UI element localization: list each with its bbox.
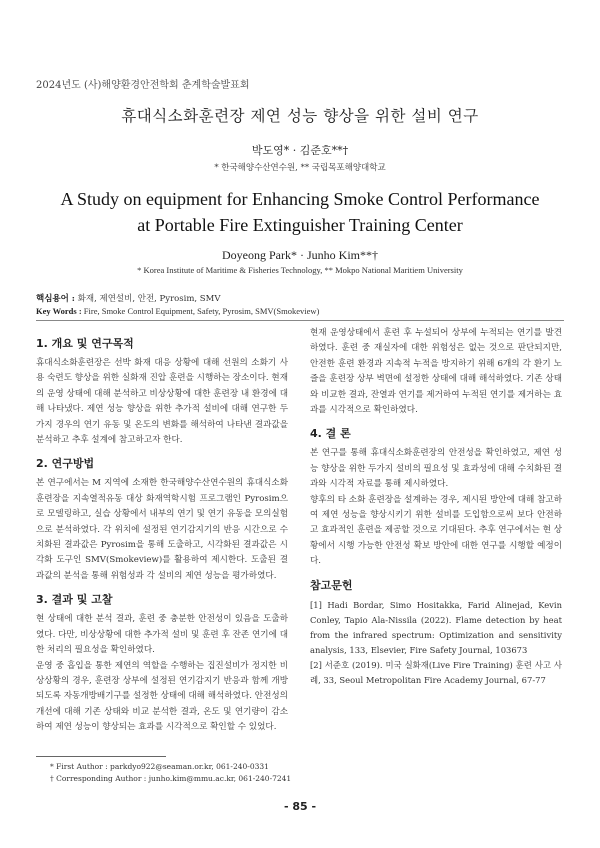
footnote-divider [36,756,166,757]
section-4-paragraph-1: 본 연구를 통해 휴대식소화훈련장의 안전성을 확인하였고, 제연 성능 향상을 위한 두가지 설비의 필요성 및 효과성에 대해 수치화된 결과와 시각적 자료를 통해 제시하였다. [310,448,562,490]
footnote-corresponding-author: † Corresponding Author : junho.kim@mmu.ac.kr, 061-240-7241 [50,774,292,783]
conference-header: 2024년도 (사)해양환경안전학회 춘계학술발표회 [36,80,250,91]
section-1-body: 휴대식소화훈련장은 선박 화재 대응 상황에 대해 선원의 소화기 사용 숙련도 향상을 위한 실화재 진압 훈련을 시행하는 장소이다. 현재의 운영 상태에 대해 분석하고 비상상황에 대한 훈련장 내 환경에 대해 나타냈다. 제연 성능 향상을 위한 추가적 설비에 대해 연구한 두가지 경우의 연기 유동 및 온도의 변화를 해석하여 나타낸 결과값을 분석하고 추후 설계에 참고하고자 한다. [36,358,288,446]
keywords-english-label: Key Words : [36,306,82,316]
left-column [36,336,288,736]
section-2-heading: 2. 연구방법 [36,457,95,471]
korean-title: 휴대식소화훈련장 제연 성능 향상을 위한 설비 연구 [121,107,479,125]
english-authors: Doyeong Park* · Junho Kim**† [222,248,378,262]
english-title-line-1: A Study on equipment for Enhancing Smoke Control Performance [60,189,540,209]
reference-2: [2] 서준호 (2019). 미국 실화재(Live Fire Training) 훈련 사고 사례, 33, Seoul Metropolitan Fire Academy Journal, 67-77 [310,659,562,685]
section-4-heading: 4. 결 론 [310,427,351,441]
keywords-english [36,306,319,316]
footnote-first-author: * First Author : parkdyo922@seaman.or.kr, 061-240-0331 [50,762,269,771]
section-1-heading: 1. 개요 및 연구목적 [36,337,134,350]
references-heading: 참고문헌 [310,578,353,592]
section-2-body: 본 연구에서는 M 지역에 소재한 한국해양수산연수원의 휴대식소화훈련장을 지속열적유동 대상 화재역학시험 프로그램인 Pyrosim으로 모델링하고, 실습 상황에서 내부의 연기 및 연기 유동을 모의실험으로 분석하였다. 각 위치에 설정된 연기감지기의 반응 시간으로 수치화된 결과값은 Pyrosim을 통해 도출하고, 시각화된 결과값은 시각화 도구인 SMV(Smokeview)를 활용하여 제시한다. 도출된 결과값의 분석을 통해 위험성과 각 설비의 제연 성능을 평가하였다. [36,478,288,581]
reference-1: [1] Hadi Bordar, Simo Hositakka, Farid Alinejad, Kevin Conley, Tapio Ala-Nissila (2022). Flame detection by heat from the infrared spectrum: Optimization and sensitivity analysis, 133, Elsevier, Fire Safety Journal, 103673 [310,599,562,655]
header-divider [36,320,564,321]
korean-authors: 박도영* · 김준호**† [251,144,349,157]
right-column [310,326,562,688]
english-title [0,186,600,238]
keywords-korean [36,292,220,304]
keywords-english-text: Fire, Smoke Control Equipment, Safety, Pyrosim, SMV(Smokeview) [83,306,320,316]
keywords-korean-text: 화재, 제연설비, 안전, Pyrosim, SMV [77,294,221,304]
section-3-paragraph-1: 현 상태에 대한 분석 결과, 훈련 중 충분한 안전성이 있음을 도출하였다. 다만, 비상상황에 대한 추가적 설비 및 훈련 후 잔존 연기에 대한 처리의 필요성을 확인하였다. [36,614,288,656]
section-3-paragraph-2: 운영 중 흡입을 통한 제연의 역할을 수행하는 집진설비가 정지한 비상상황의 경우, 훈련장 상부에 설정된 연기감지기 반응과 함께 개방되도록 자동개방배기구를 설정한 상태에 대해 해석하였다. 안전성의 개선에 대해 기존 상태와 비교 분석한 결과, 온도 및 연기량이 감소하여 제연 성능이 향상되는 효과를 시각적으로 확인할 수 있었다. [36,660,288,733]
korean-affiliations: * 한국해양수산연수원, ** 국립목포해양대학교 [214,163,386,173]
english-title-line-2: at Portable Fire Extinguisher Training Center [137,215,463,235]
section-3-heading: 3. 결과 및 고찰 [36,593,113,607]
page-number: - 85 - [283,800,317,813]
section-3-paragraph-3: 현재 운영상태에서 훈련 후 누설되어 상부에 누적되는 연기를 발견하였다. 훈련 중 재실자에 대한 위험성은 없는 것으로 판단되지만, 안전한 훈련 환경과 지속적 누적을 방지하기 위해 6개의 각 환기 노즐을 훈련장 상부 벽면에 설정한 상태에 대해 해석하였다. 기존 상태와 비교한 결과, 잔열과 연기를 제거하여 누적된 연기를 제거하는 효과를 시각적으로 확인하였다. [310,328,562,416]
keywords-korean-label: 핵심용어 : [36,294,75,304]
english-affiliations: * Korea Institute of Maritime & Fisheries Technology, ** Mokpo National Maritiem University [137,265,463,275]
section-4-paragraph-2: 향후의 타 소화 훈련장을 설계하는 경우, 제시된 방안에 대해 참고하여 제연 성능을 향상시키기 위한 설비를 도입함으로써 보다 안전하고 효과적인 훈련을 제공할 것으로 기대된다. 추후 연구에서는 현 상황에서 시행 가능한 안전성 확보 방안에 대한 연구를 시행할 예정이다. [310,494,562,567]
